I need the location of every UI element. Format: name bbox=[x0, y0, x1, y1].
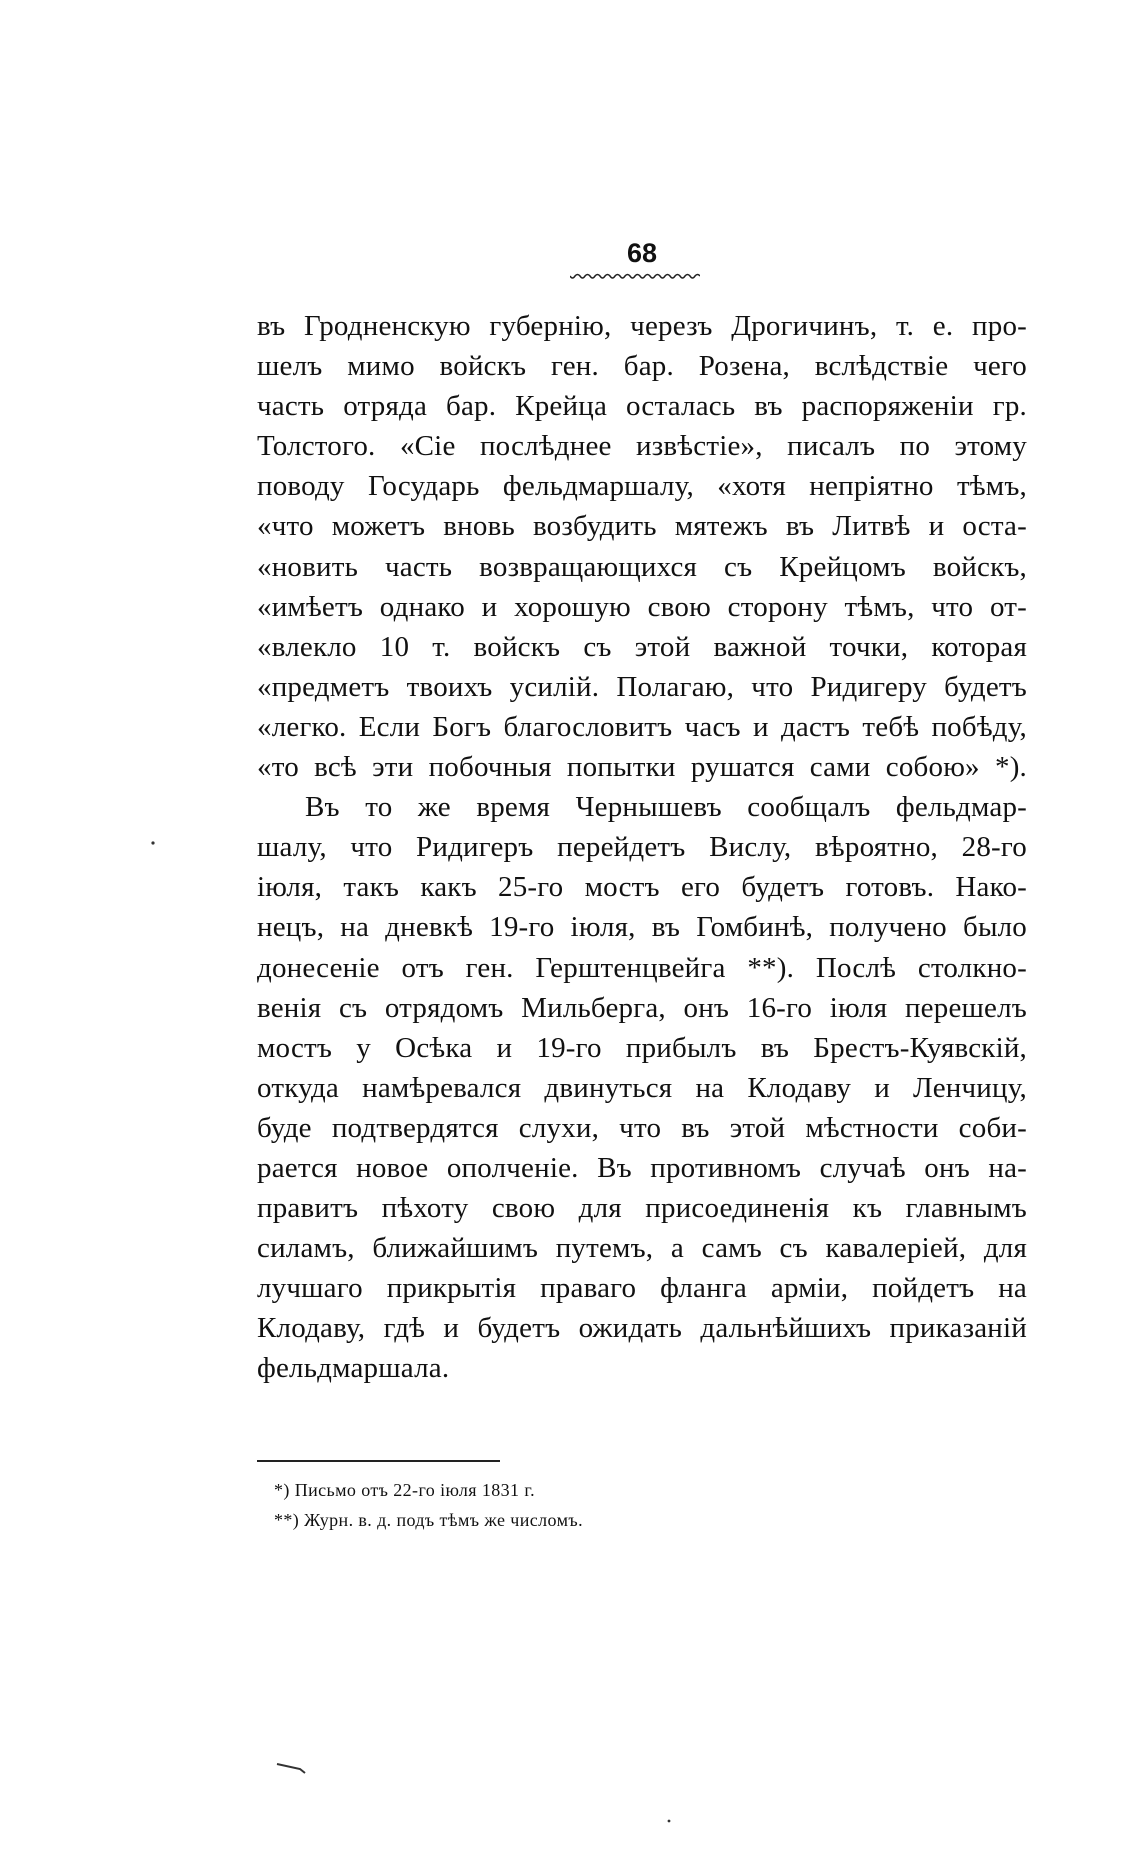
text-line: фельдмаршала. bbox=[257, 1352, 450, 1385]
text-line: правитъ пѣхоту свою для присоединенія къ главнымъ bbox=[257, 1192, 1027, 1225]
text-line: силамъ, ближайшимъ путемъ, а самъ съ кавалеріей, для bbox=[257, 1232, 1027, 1265]
text-line: рается новое ополченіе. Въ противномъ случаѣ онъ на- bbox=[257, 1151, 1027, 1184]
text-line: венія съ отрядомъ Мильберга, онъ 16-го іюля перешелъ bbox=[257, 991, 1027, 1024]
page-number: 68 bbox=[626, 238, 658, 268]
footnote-text: Журн. в. д. подъ тѣмъ же числомъ. bbox=[304, 1510, 583, 1530]
text-line: шалу, что Ридигеръ перейдетъ Вислу, вѣроятно, 28-го bbox=[257, 831, 1027, 864]
speck bbox=[277, 1764, 305, 1773]
footnote-marker: **) bbox=[274, 1510, 300, 1530]
text-line: «влекло 10 т. войскъ съ этой важной точки, которая bbox=[257, 630, 1027, 663]
text-line: нецъ, на дневкѣ 19-го іюля, въ Гомбинѣ, получено было bbox=[257, 911, 1027, 944]
text-line: «то всѣ эти побочныя попытки рушатся сами собою» *). bbox=[257, 751, 1027, 784]
text-line: Въ то же время Чернышевъ сообщалъ фельдмар- bbox=[305, 791, 1027, 824]
text-line: въ Гродненскую губернію, черезъ Дрогичинъ, т. е. про- bbox=[257, 310, 1027, 342]
text-line: іюля, такъ какъ 25-го мостъ его будетъ готовъ. Нако- bbox=[257, 871, 1027, 904]
text-line: часть отряда бар. Крейца осталась въ распоряженіи гр. bbox=[257, 390, 1027, 423]
text-line: лучшаго прикрытія праваго фланга арміи, пойдетъ на bbox=[257, 1272, 1027, 1305]
text-line: «имѣетъ однако и хорошую свою сторону тѣмъ, что от- bbox=[257, 590, 1027, 623]
text-line: поводу Государь фельдмаршалу, «хотя непріятно тѣмъ, bbox=[257, 470, 1027, 503]
text-line: «что можетъ вновь возбудить мятежъ въ Литвѣ и оста- bbox=[257, 510, 1027, 543]
text-line: «легко. Если Богъ благословитъ часъ и дастъ тебѣ побѣду, bbox=[257, 710, 1027, 743]
footnote-text: Письмо отъ 22-го іюля 1831 г. bbox=[294, 1480, 536, 1500]
text-line: Толстого. «Сіе послѣднее извѣстіе», писалъ по этому bbox=[257, 430, 1027, 463]
text-line: откуда намѣревался двинуться на Клодаву и Ленчицу, bbox=[257, 1071, 1027, 1104]
speck bbox=[668, 1820, 671, 1823]
text-line: «новить часть возвращающихся съ Крейцомъ войскъ, bbox=[257, 550, 1027, 583]
text-line: Клодаву, гдѣ и будетъ ожидать дальнѣйшихъ приказаній bbox=[257, 1312, 1027, 1345]
text-line: мостъ у Осѣка и 19-го прибылъ въ Брестъ-Куявскій, bbox=[257, 1031, 1027, 1064]
text-line: «предметъ твоихъ усилій. Полагаю, что Ридигеру будетъ bbox=[257, 670, 1027, 703]
footnote-marker: *) bbox=[274, 1480, 290, 1500]
text-line: донесеніе отъ ген. Герштенцвейга **). Послѣ столкно- bbox=[257, 951, 1027, 984]
text-line: шелъ мимо войскъ ген. бар. Розена, вслѣдствіе чего bbox=[257, 350, 1027, 383]
speck bbox=[151, 841, 154, 844]
text-line: буде подтвердятся слухи, что въ этой мѣстности соби- bbox=[257, 1111, 1027, 1144]
